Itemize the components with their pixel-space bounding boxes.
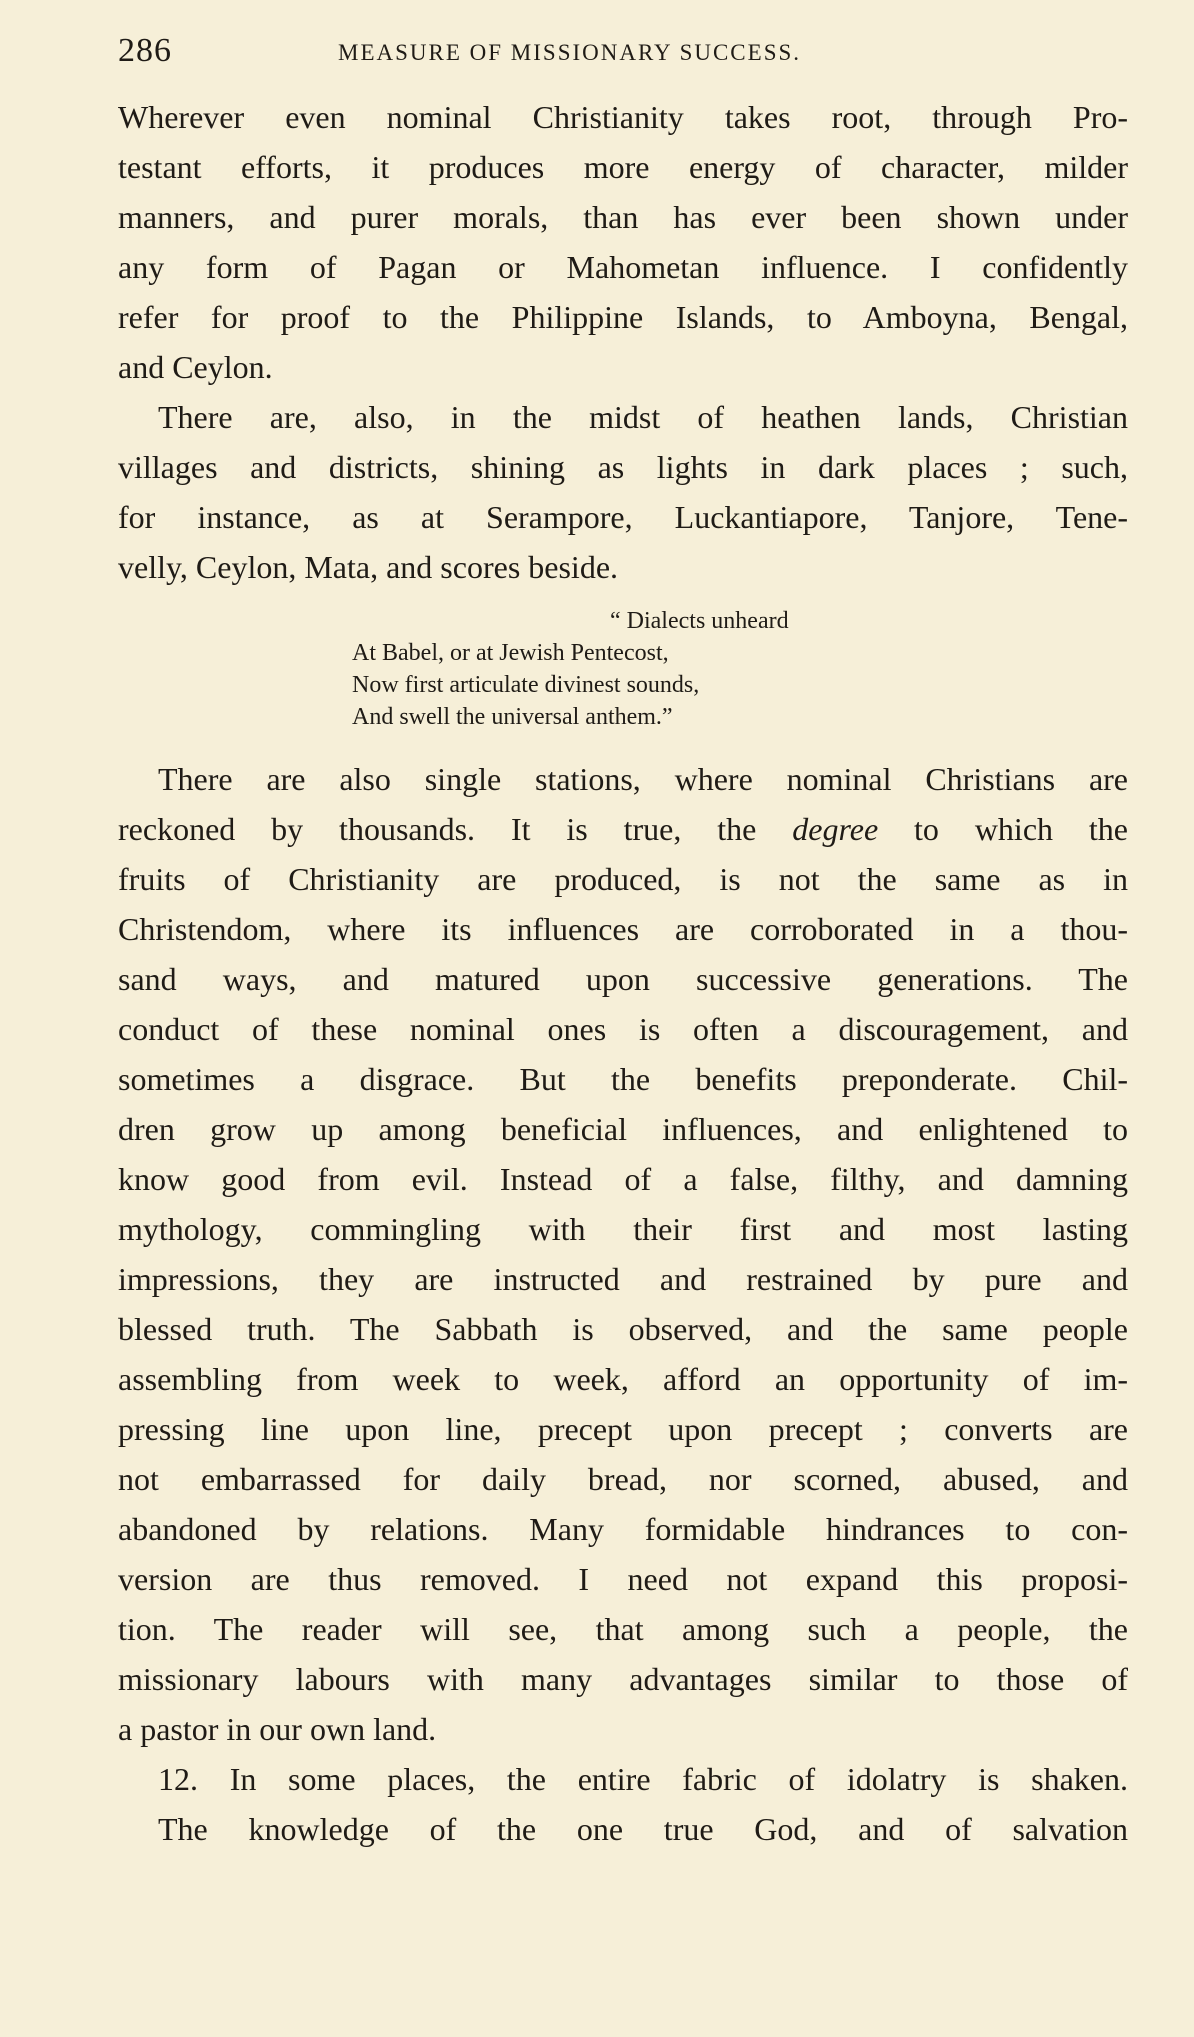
page-header bbox=[118, 32, 1128, 76]
body-line: know good from evil. Instead of a false, filthy, and damning bbox=[118, 1161, 1128, 1197]
body-line: sometimes a disgrace. But the benefits preponderate. Chil- bbox=[118, 1061, 1128, 1097]
body-line: not embarrassed for daily bread, nor scorned, abused, and bbox=[118, 1461, 1128, 1497]
body-line: villages and districts, shining as lights in dark places ; such, bbox=[118, 449, 1128, 485]
running-head: MEASURE OF MISSIONARY SUCCESS. bbox=[338, 40, 802, 65]
body-line: There are also single stations, where nominal Christians are bbox=[158, 761, 1128, 797]
page-number: 286 bbox=[118, 32, 172, 69]
body-line: There are, also, in the midst of heathen lands, Christian bbox=[158, 399, 1128, 435]
body-line: abandoned by relations. Many formidable hindrances to con- bbox=[118, 1511, 1128, 1547]
body-line-with-emphasis bbox=[118, 804, 1128, 854]
body-line: dren grow up among beneficial influences, and enlightened to bbox=[118, 1111, 1128, 1147]
body-text: reckoned by thousands. It is true, the bbox=[118, 811, 793, 847]
body-line: 12. In some places, the entire fabric of idolatry is shaken. bbox=[158, 1761, 1128, 1797]
body-line: manners, and purer morals, than has ever been shown under bbox=[118, 199, 1128, 235]
body-line: refer for proof to the Philippine Islands, to Amboyna, Bengal, bbox=[118, 299, 1128, 335]
body-line: a pastor in our own land. bbox=[118, 1711, 437, 1747]
body-line: velly, Ceylon, Mata, and scores beside. bbox=[118, 549, 619, 585]
quote-line: At Babel, or at Jewish Pentecost, bbox=[352, 640, 669, 666]
body-line: Christendom, where its influences are corroborated in a thou- bbox=[118, 911, 1128, 947]
body-line: assembling from week to week, afford an opportunity of im- bbox=[118, 1361, 1128, 1397]
quote-line: “ Dialects unheard bbox=[610, 608, 789, 634]
body-text: to which the bbox=[878, 811, 1128, 847]
body-line: pressing line upon line, precept upon precept ; converts are bbox=[118, 1411, 1128, 1447]
body-line: any form of Pagan or Mahometan influence. I confidently bbox=[118, 249, 1128, 285]
quote-line: Now first articulate divinest sounds, bbox=[352, 672, 700, 698]
body-line: missionary labours with many advantages similar to those of bbox=[118, 1661, 1128, 1697]
body-line: fruits of Christianity are produced, is not the same as in bbox=[118, 861, 1128, 897]
body-line: testant efforts, it produces more energy of character, milder bbox=[118, 149, 1128, 185]
body-line: mythology, commingling with their first and most lasting bbox=[118, 1211, 1128, 1247]
body-line: impressions, they are instructed and restrained by pure and bbox=[118, 1261, 1128, 1297]
body-line: for instance, as at Serampore, Luckantiapore, Tanjore, Tene- bbox=[118, 499, 1128, 535]
body-line: tion. The reader will see, that among such a people, the bbox=[118, 1611, 1128, 1647]
body-line: sand ways, and matured upon successive generations. The bbox=[118, 961, 1128, 997]
quote-line: And swell the universal anthem.” bbox=[352, 704, 673, 730]
body-line: blessed truth. The Sabbath is observed, and the same people bbox=[118, 1311, 1128, 1347]
emphasis-degree: degree bbox=[792, 811, 879, 847]
body-line: version are thus removed. I need not expand this proposi- bbox=[118, 1561, 1128, 1597]
body-line: conduct of these nominal ones is often a discouragement, and bbox=[118, 1011, 1128, 1047]
body-line: Wherever even nominal Christianity takes root, through Pro- bbox=[118, 99, 1128, 135]
body-line: The knowledge of the one true God, and of salvation bbox=[158, 1811, 1128, 1847]
body-line: and Ceylon. bbox=[118, 349, 273, 385]
